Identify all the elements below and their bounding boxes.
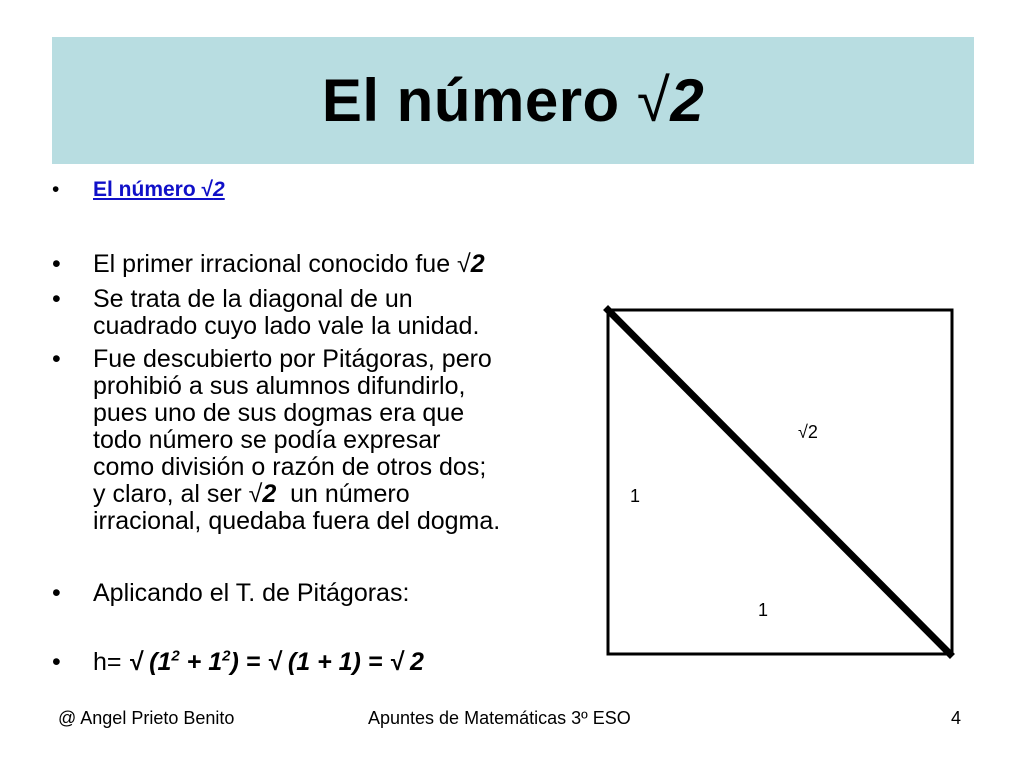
formula-part: ) = √ (1 + 1) = √ 2	[230, 648, 424, 676]
bullet-body: Aplicando el T. de Pitágoras:	[93, 579, 410, 607]
link-text: El número √	[93, 178, 214, 201]
square-diagram	[600, 300, 960, 662]
bullet-body	[93, 286, 583, 340]
bullet-line-mixed	[93, 481, 583, 508]
el-numero-link[interactable]	[93, 178, 225, 201]
bullet-line: irracional, quedaba fuera del dogma.	[93, 507, 501, 535]
bullet-dot: •	[52, 579, 61, 607]
footer-author: @ Angel Prieto Benito	[58, 708, 235, 728]
title-number: 2	[670, 67, 705, 134]
diagonal-line	[608, 310, 950, 654]
bullet-line: como división o razón de otros dos;	[93, 453, 487, 481]
title-prefix: El número	[321, 67, 637, 134]
bullet-line: pues uno de sus dogmas era que	[93, 399, 465, 427]
bullet-line: Se trata de la diagonal de un	[93, 285, 413, 313]
bullet-dot: •	[52, 648, 61, 676]
title-sqrt-symbol: √	[636, 67, 671, 134]
bullet-text: El primer irracional conocido fue √	[93, 250, 471, 278]
bullet-dot: •	[52, 345, 61, 373]
footer-course: Apuntes de Matemáticas 3º ESO	[368, 708, 631, 728]
bullet-body	[93, 346, 583, 535]
diagonal-label: √2	[798, 422, 818, 442]
side-label-left: 1	[630, 486, 641, 506]
footer-page-number: 4	[951, 708, 962, 728]
formula	[93, 649, 583, 676]
bullet-body	[93, 176, 583, 203]
bullet-line-part: un número	[276, 480, 410, 508]
formula-exponent: 2	[222, 647, 231, 665]
formula-exponent: 2	[171, 647, 180, 665]
bullet-dot: •	[52, 285, 61, 313]
bullet-line: todo número se podía expresar	[93, 426, 441, 454]
formula-prefix: h=	[93, 648, 129, 676]
bullet-dot: •	[52, 178, 60, 201]
square-diagram-svg	[600, 300, 960, 662]
bullet-dot: •	[52, 250, 61, 278]
formula-part: √ (1	[128, 648, 172, 676]
bullet-line: prohibió a sus alumnos difundirlo,	[93, 372, 466, 400]
bullet-list	[52, 0, 592, 768]
bullet-line: Fue descubierto por Pitágoras, pero	[93, 345, 492, 373]
bullet-line-part: y claro, al ser √	[93, 480, 263, 508]
link-number: 2	[213, 178, 225, 201]
side-label-bottom: 1	[758, 600, 769, 620]
bullet-text-number: 2	[470, 250, 485, 278]
bullet-body	[93, 251, 583, 278]
formula-part: + 1	[179, 648, 223, 676]
bullet-line-number: 2	[262, 480, 277, 508]
bullet-line: cuadrado cuyo lado vale la unidad.	[93, 312, 480, 340]
